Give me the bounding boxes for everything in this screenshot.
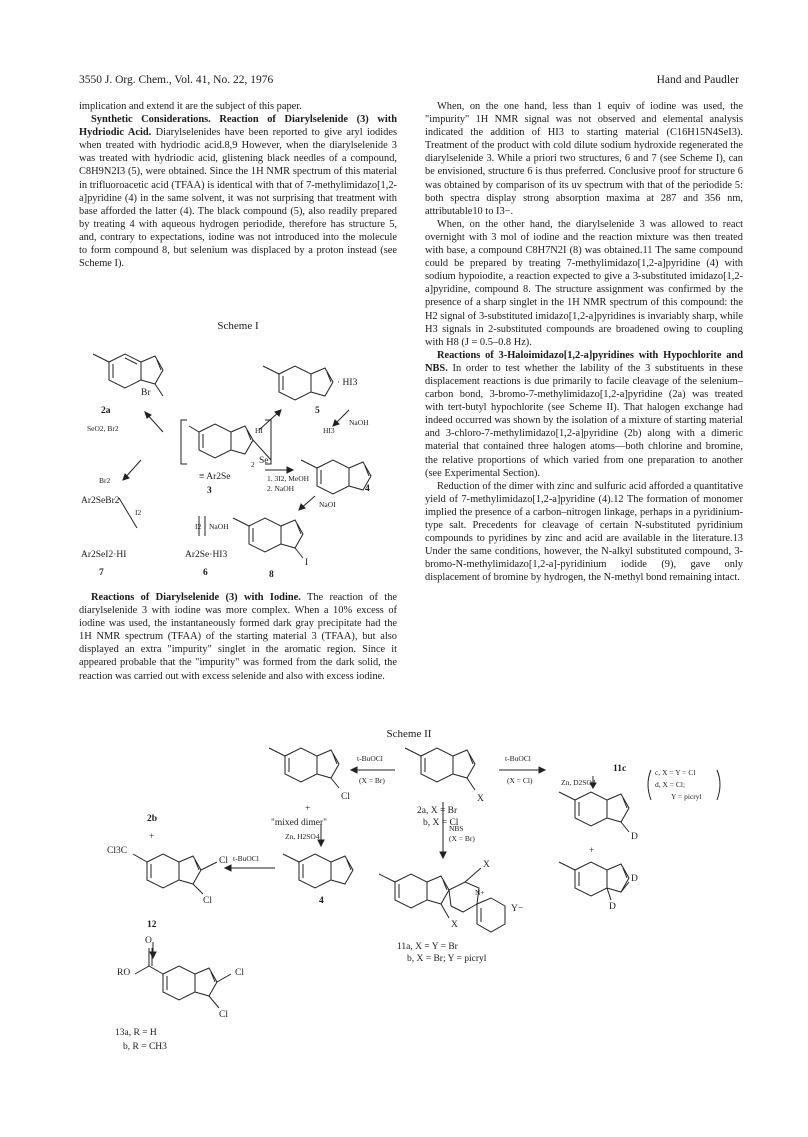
compound-number: 2a	[101, 406, 111, 416]
reagent-label: · HI3	[337, 378, 358, 388]
substituent-label: Cl	[341, 792, 350, 802]
substituent-label: RO	[117, 968, 131, 978]
compound-number: 4	[319, 896, 324, 906]
right-column	[425, 100, 743, 584]
substituent-label: X	[477, 794, 484, 804]
reagent-label: (X = Br)	[449, 834, 475, 843]
substituent-label: D	[609, 902, 616, 912]
reagent-label: NaOI	[319, 500, 336, 509]
compound-number: 2b	[147, 814, 158, 824]
scheme-1-structures	[79, 320, 397, 588]
subscript-label: 2	[251, 460, 255, 469]
reagent-label: Br2	[99, 476, 111, 485]
compound-number: 7	[99, 568, 104, 578]
compound-number: 12	[147, 920, 157, 930]
substituent-label: X	[451, 920, 458, 930]
journal-reference: 3550 J. Org. Chem., Vol. 41, No. 22, 1976	[79, 74, 274, 86]
section-heading: Synthetic Considerations. Reaction of Diarylselenide (3) with Hydriodic Acid.	[79, 114, 397, 139]
left-column	[79, 100, 397, 270]
formula-label: Ar2SeI2·HI	[81, 550, 127, 560]
reagent-label: (X = Cl)	[507, 776, 533, 785]
compound-number: 5	[315, 406, 320, 416]
reagent-label: t-BuOCl	[505, 754, 531, 763]
legend-text: d, X = Cl;	[655, 780, 686, 789]
substituent-label: Cl	[219, 856, 228, 866]
scheme-caption: Scheme I	[217, 320, 259, 332]
scheme-caption: Scheme II	[386, 728, 432, 740]
reagent-label: I2	[195, 522, 202, 531]
compound-number: b, X = Cl	[423, 818, 459, 828]
scheme-2-structures	[79, 728, 739, 1068]
counterion-label: Y−	[511, 904, 524, 914]
formula-label: ≡ Ar2Se	[199, 472, 231, 482]
substituent-label: O	[145, 936, 152, 946]
plus-sign: +	[589, 846, 595, 856]
reagent-label: 1. 3I2, MeOH	[267, 474, 310, 483]
compound-number: 4	[365, 484, 370, 494]
compound-number: 11c	[613, 764, 627, 774]
paragraph: Reactions of 3-Haloimidazo[1,2-a]pyridines with Hypochlorite and NBS. In order to test whether the lability of the 3 substituents in these displacement reactions is due primarily to facile cleavage of the selenium–carbon bond, 3-bromo-7-methylimidazo[1,2-a]pyridine (2a) was treated with tert-butyl hypochlorite (see Scheme II). That halogen exchange had indeed occurred was shown by the isolation of a mixture of starting material and 3-chloro-7-methylimidazo[1,2-a]pyridine (2b) along with a dimeric material that contained three halogen atoms—both chlorine and bromine, the relative proportions of which varied from one preparation to another (see Experimental Section).	[425, 349, 743, 479]
compound-number: 11a, X = Y = Br	[397, 942, 458, 952]
substituent-label: I	[305, 558, 309, 568]
reagent-label: NaOH	[349, 418, 369, 427]
section-heading: Reactions of Diarylselenide (3) with Iodine.	[91, 592, 301, 603]
substituent-label: Br	[141, 388, 151, 398]
formula-label: Ar2SeBr2	[81, 496, 120, 506]
paragraph: Reduction of the dimer with zinc and sulfuric acid afforded a quantitative yield of 7-methylimidazo[1,2-a]pyridine (4).12 The formation of monomer implied the presence of a carbon–nitrogen linkage, perhaps in a pyridinium-type salt. Precedents for cleavage of certain N-substituted pyridinium compounds to pyridines by zinc and acid are available in the literature.13 Under the same conditions, however, the N-alkyl substituted compound, 3-bromo-N-methylimidazo[1,2-a]-pyridinium iodide (9), gave only displacement of bromine by hydrogen, the N-methyl bond remaining intact.	[425, 480, 743, 584]
left-column-lower	[79, 591, 397, 683]
substituent-label: D	[631, 874, 638, 884]
legend-text: Y = picryl	[671, 792, 702, 801]
legend-text: c, X = Y = Cl	[655, 768, 696, 777]
reagent-label: SeO2, Br2	[87, 424, 119, 433]
compound-number: 6	[203, 568, 208, 578]
reagent-label: t-BuOCl	[357, 754, 383, 763]
substituent-label: Cl	[203, 896, 212, 906]
paragraph: When, on the other hand, the diarylselenide 3 was allowed to react overnight with 3 mol of iodine and the reaction mixture was then treated with base, a compound C8H7N2I (8) was obtained.11 The same compound could be prepared by treating 7-methylimidazo[1,2-a]pyridine (4) with sodium hypoiodite, a reaction expected to give a 3-substituted imidazo[1,2-a]pyridine, compound 8. The structure assignment was confirmed by the presence of a sharp singlet in the 1H NMR spectrum of this compound: the H2 signal of 3-substituted imidazo[1,2-a]pyridines is invariably sharp, while H3 signals in 2-substituted compounds are broadened owing to coupling with H8 (J = 0.5–0.8 Hz).	[425, 218, 744, 348]
section-heading: Reactions of 3-Haloimidazo[1,2-a]pyridines with Hypochlorite and NBS.	[425, 349, 743, 374]
paragraph: implication and extend it are the subject of this paper.	[79, 101, 302, 112]
substituent-label: X	[483, 860, 490, 870]
product-label: "mixed dimer"	[271, 818, 328, 828]
reagent-label: Zn, H2SO4	[285, 832, 320, 841]
formula-label: Ar2Se·HI3	[185, 550, 228, 560]
author-names: Hand and Paudler	[656, 74, 739, 86]
reagent-label: NBS	[449, 824, 464, 833]
charge-label: N+	[475, 888, 485, 897]
reagent-label: t-BuOCl	[233, 854, 259, 863]
scheme-1	[79, 320, 397, 588]
substituent-label: Cl	[219, 1010, 228, 1020]
substituent-label: D	[631, 832, 638, 842]
plus-sign: +	[305, 804, 311, 814]
paragraph: When, on the one hand, less than 1 equiv of iodine was used, the "impurity" 1H NMR signal was not observed and elemental analysis indicated the addition of HI3 to starting material (C16H15N4SeI3). Treatment of the product with cold dilute sodium hydroxide regenerated the diarylselenide 3. While a priori two structures, 6 and 7 (see Scheme I), can be envisioned, structure 6 is thus preferred. Conclusive proof for structure 6 was obtained by comparison of its uv spectrum with that of the periodide 5: both spectra display strong absorption maxima at 287 and 356 nm, attributable10 to I3−.	[425, 101, 743, 217]
reagent-label: NaOH	[209, 522, 229, 531]
scheme-2	[79, 728, 739, 1068]
reagent-label: HI	[255, 426, 263, 435]
substituent-label: Se	[259, 456, 269, 466]
reagent-label: (X = Br)	[359, 776, 385, 785]
reagent-label: Zn, D2SO4	[561, 778, 596, 787]
compound-number: 2a, X = Br	[417, 806, 458, 816]
substituent-label: Cl	[235, 968, 244, 978]
compound-number: b, X = Br; Y = picryl	[407, 954, 487, 964]
compound-number: 13a, R = H	[115, 1028, 157, 1038]
compound-number: 8	[269, 570, 274, 580]
reagent-label: I2	[135, 508, 142, 517]
compound-number: 3	[207, 486, 212, 496]
paragraph: Reactions of Diarylselenide (3) with Iodine. The reaction of the diarylselenide 3 with iodine was more complex. When a 10% excess of iodine was used, the instantaneously formed dark gray precipitate had the 1H NMR spectrum (TFAA) of the starting material 3 (TFAA), but also displayed an extra "impurity" singlet in the aromatic region. Since it appeared probable that the "impurity" was formed from the dark solid, the reaction was carried out with excess selenide and also with excess iodine.	[79, 592, 398, 682]
reagent-label: 2. NaOH	[267, 484, 295, 493]
compound-number: b, R = CH3	[123, 1042, 167, 1052]
paragraph: Synthetic Considerations. Reaction of Diarylselenide (3) with Hydriodic Acid. Diarylselenides have been reported to give aryl iodides when treated with hydriodic acid.8,9 However, when the diarylselenide 3 was treated with hydriodic acid, glistening black needles of a compound, C8H9N2I3 (5), were obtained. Since the 1H NMR spectrum of this material in trifluoroacetic acid (TFAA) is identical with that of 7-methylimidazo[1,2-a]pyridine (4) in the same solvent, it was not surprising that treatment with base afforded the latter (4). The black compound (5), also readily prepared by treating 4 with aqueous hydrogen periodide, therefore has structure 5, and, contrary to expectations, iodine was not introduced into the molecule to form compound 8, but selenium was displaced by a proton instead (see Scheme I).	[79, 114, 397, 270]
reagent-label: HI3	[323, 426, 335, 435]
plus-sign: +	[149, 832, 155, 842]
substituent-label: Cl3C	[107, 846, 128, 856]
